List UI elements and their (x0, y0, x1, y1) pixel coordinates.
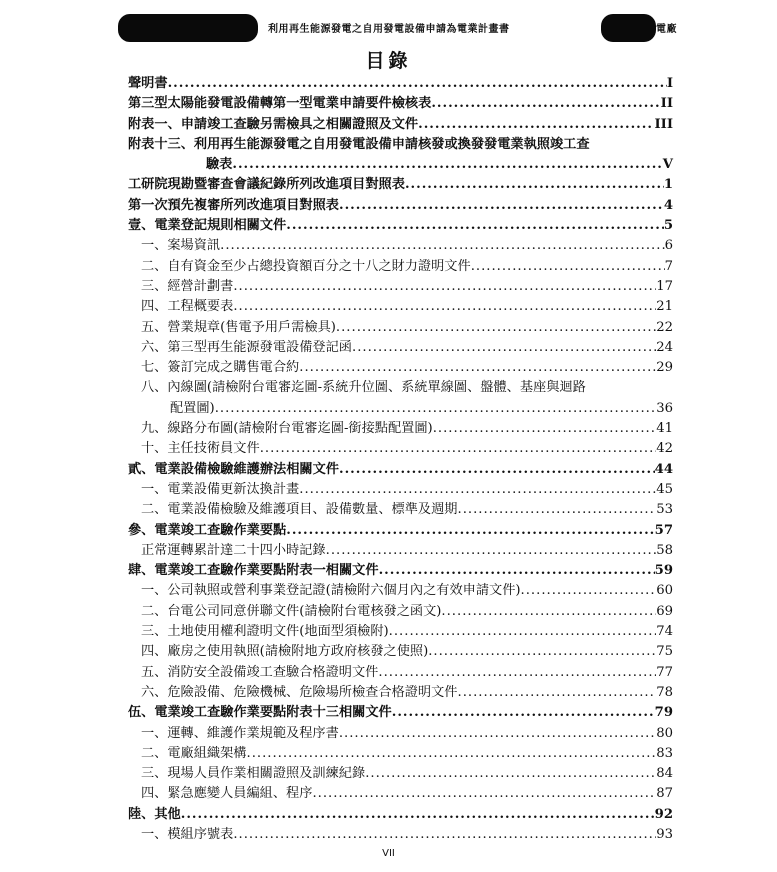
toc-leader-dots (458, 683, 657, 703)
toc-entry (128, 257, 673, 277)
toc-entry-page: 93 (656, 826, 673, 842)
toc-leader-dots (339, 724, 656, 744)
toc-leader-dots (389, 622, 657, 642)
toc-entry-page: II (660, 96, 673, 112)
toc-leader-dots (471, 257, 665, 277)
toc-entry-title: 一、運轉、維護作業規範及程序書 (141, 725, 339, 741)
toc-entry (128, 460, 673, 480)
toc-entry-page: 57 (654, 522, 673, 538)
toc-entry-title: 二、電廠組織架構 (141, 745, 247, 761)
toc-leader-dots (233, 297, 656, 317)
toc-entry (128, 115, 673, 135)
toc-entry-page: 1 (663, 177, 673, 193)
toc-entry-page: 75 (656, 644, 673, 660)
toc-entry-title: 七、簽訂完成之購售電合約 (141, 360, 300, 376)
toc-entry-title: 九、線路分布圖(請檢附台電審迄圖-銜接點配置圖) (141, 421, 433, 437)
toc-entry-page: 6 (664, 238, 673, 254)
toc-entry (128, 724, 673, 744)
toc-leader-dots (299, 358, 656, 378)
toc-entry-title: 貳、電業設備檢驗維護辦法相關文件 (128, 461, 339, 477)
toc-leader-dots (233, 277, 656, 297)
toc-leader-dots (379, 561, 655, 581)
toc-entry-page: V (662, 157, 673, 173)
toc-entry-page: 60 (656, 583, 673, 599)
toc-leader-dots (405, 175, 664, 195)
toc-leader-dots (326, 541, 657, 561)
toc-entry-title: 驗表 (206, 157, 233, 173)
redacted-company-name-left (118, 14, 258, 42)
toc-leader-dots (392, 703, 655, 723)
toc-entry-page: 59 (654, 563, 673, 579)
toc-leader-dots (428, 642, 656, 662)
toc-entry (128, 399, 673, 419)
toc-entry (128, 784, 673, 804)
toc-leader-dots (181, 805, 655, 825)
toc-entry (128, 419, 673, 439)
toc-entry-page: 79 (654, 705, 673, 721)
toc-entry-title: 十、主任技術員文件 (141, 441, 260, 457)
toc-entry-page: 69 (656, 603, 673, 619)
toc-entry-title: 配置圖) (170, 400, 215, 416)
toc-entry-title: 一、案場資訊 (141, 238, 221, 254)
toc-entry (128, 277, 673, 297)
toc-entry (128, 500, 673, 520)
toc-leader-dots (233, 825, 656, 845)
toc-entry (128, 358, 673, 378)
toc-leader-dots (232, 155, 662, 175)
toc-entry-page: 41 (656, 421, 673, 437)
toc-entry (128, 764, 673, 784)
toc-entry-title: 五、營業規章(售電予用戶需檢具) (141, 319, 336, 335)
toc-leader-dots (458, 500, 657, 520)
toc-entry-title: 一、模組序號表 (141, 826, 234, 842)
toc-entry-page: 17 (656, 278, 673, 294)
toc-leader-dots (286, 521, 654, 541)
toc-entry-title: 參、電業竣工查驗作業要點 (128, 522, 287, 538)
toc-entry (128, 805, 673, 825)
toc-entry-page: 84 (656, 766, 673, 782)
toc-entry-title: 附表一、申請竣工查驗另需檢具之相關證照及文件 (128, 116, 419, 132)
toc-entry (128, 196, 673, 216)
toc-entry-title: 二、台電公司同意併聯文件(請檢附台電核發之函文) (141, 603, 442, 619)
toc-entry-title: 四、廠房之使用執照(請檢附地方政府核發之使照) (141, 644, 429, 660)
toc-entry-title: 肆、電業竣工查驗作業要點附表一相關文件 (128, 563, 379, 579)
toc-entry-page: 53 (656, 502, 673, 518)
toc-entry-title: 第一次預先複審所列改進項目對照表 (128, 197, 339, 213)
toc-entry (128, 175, 673, 195)
toc-entry-page: 42 (656, 441, 673, 457)
toc-leader-dots (433, 419, 657, 439)
toc-entry (128, 744, 673, 764)
toc-entry-title: 五、消防安全設備竣工查驗合格證明文件 (141, 664, 379, 680)
toc-leader-dots (365, 764, 656, 784)
toc-entry (128, 338, 673, 358)
toc-entry-page: 92 (654, 806, 673, 822)
toc-entry-page: 4 (663, 197, 673, 213)
redacted-company-name-right (601, 14, 656, 42)
toc-entry-title: 八、內線圖(請檢附台電審迄圖-系統升位圖、系統單線圖、盤體、基座與迴路 (141, 380, 586, 396)
running-header-title: 利用再生能源發電之自用發電設備申請為電業計畫書 (268, 24, 510, 35)
toc-entry (128, 378, 673, 398)
toc-leader-dots (339, 196, 664, 216)
toc-entry-title: 工研院現勘暨審查會議紀錄所列改進項目對照表 (128, 177, 405, 193)
toc-leader-dots (312, 784, 656, 804)
toc-entry (128, 135, 673, 155)
toc-entry (128, 439, 673, 459)
toc-entry-title: 第三型太陽能發電設備轉第一型電業申請要件檢核表 (128, 96, 432, 112)
toc-entry (128, 683, 673, 703)
toc-entry-title: 四、工程概要表 (141, 299, 234, 315)
toc-entry-title: 三、現場人員作業相關證照及訓練紀錄 (141, 766, 366, 782)
toc-leader-dots (260, 439, 657, 459)
toc-entry (128, 74, 673, 94)
toc-entry-page: 44 (654, 461, 673, 477)
toc-leader-dots (299, 480, 656, 500)
toc-entry (128, 581, 673, 601)
toc-entry-title: 聲明書 (128, 76, 168, 91)
toc-entry (128, 541, 673, 561)
toc-entry-page: 83 (656, 745, 673, 761)
toc-entry-page: 21 (656, 299, 673, 315)
toc-entry-title: 三、土地使用權利證明文件(地面型須檢附) (141, 624, 389, 640)
toc-entry-page: 77 (656, 664, 673, 680)
toc-leader-dots (168, 74, 667, 94)
toc-entry-title: 附表十三、利用再生能源發電之自用發電設備申請核發或換發發電業執照竣工查 (128, 136, 590, 152)
toc-entry (128, 642, 673, 662)
toc-entry-title: 一、電業設備更新汰換計畫 (141, 481, 300, 497)
toc-entry (128, 236, 673, 256)
toc-entry-page: III (654, 116, 673, 132)
toc-entry (128, 561, 673, 581)
toc-entry (128, 602, 673, 622)
toc-entry (128, 521, 673, 541)
toc-entry-page: I (666, 76, 673, 91)
toc-entry-page: 7 (664, 258, 673, 274)
toc-entry-page: 58 (656, 542, 673, 558)
toc-leader-dots (418, 115, 654, 135)
toc-leader-dots (441, 602, 656, 622)
toc-leader-dots (247, 744, 657, 764)
toc-entry (128, 318, 673, 338)
toc-entry-page: 87 (656, 786, 673, 802)
toc-entry-page: 29 (656, 360, 673, 376)
toc-entry-title: 六、危險設備、危險機械、危險場所檢查合格證明文件 (141, 684, 458, 700)
toc-entry (128, 297, 673, 317)
toc-entry-page: 36 (656, 400, 673, 416)
toc-entry (128, 663, 673, 683)
toc-entry-title: 四、緊急應變人員編組、程序 (141, 786, 313, 802)
toc-entry (128, 622, 673, 642)
running-header-suffix: 電廠 (656, 24, 677, 35)
toc-leader-dots (286, 216, 664, 236)
toc-title: 目錄 (365, 50, 412, 72)
toc-leader-dots (352, 338, 656, 358)
toc-entry-page: 5 (663, 218, 673, 234)
toc-leader-dots (336, 318, 656, 338)
toc-leader-dots (431, 94, 660, 114)
toc-entry-page: 22 (656, 319, 673, 335)
toc-leader-dots (378, 663, 656, 683)
toc-entry-page: 24 (656, 339, 673, 355)
table-of-contents (128, 74, 673, 845)
toc-entry-page: 74 (656, 624, 673, 640)
toc-entry-title: 伍、電業竣工查驗作業要點附表十三相關文件 (128, 705, 392, 721)
toc-entry-page: 45 (656, 481, 673, 497)
toc-entry-title: 一、公司執照或營利事業登記證(請檢附六個月內之有效申請文件) (141, 583, 521, 599)
toc-leader-dots (521, 581, 657, 601)
toc-entry-title: 三、經營計劃書 (141, 278, 234, 294)
toc-entry (128, 703, 673, 723)
toc-entry-title: 二、自有資金至少占總投資額百分之十八之財力證明文件 (141, 258, 471, 274)
toc-entry-title: 壹、電業登記規則相關文件 (128, 218, 287, 234)
toc-leader-dots (220, 236, 664, 256)
toc-entry-title: 陸、其他 (128, 806, 181, 822)
toc-entry (128, 216, 673, 236)
toc-entry-title: 正常運轉累計達二十四小時記錄 (141, 542, 326, 558)
toc-entry (128, 94, 673, 114)
toc-entry-page: 78 (656, 684, 673, 700)
page-number: VII (382, 848, 395, 859)
toc-leader-dots (215, 399, 657, 419)
toc-entry (128, 155, 673, 175)
toc-entry (128, 480, 673, 500)
toc-entry-title: 二、電業設備檢驗及維護項目、設備數量、標準及週期 (141, 502, 458, 518)
toc-leader-dots (339, 460, 655, 480)
toc-entry (128, 825, 673, 845)
toc-entry-page: 80 (656, 725, 673, 741)
toc-entry-title: 六、第三型再生能源發電設備登記函 (141, 339, 352, 355)
